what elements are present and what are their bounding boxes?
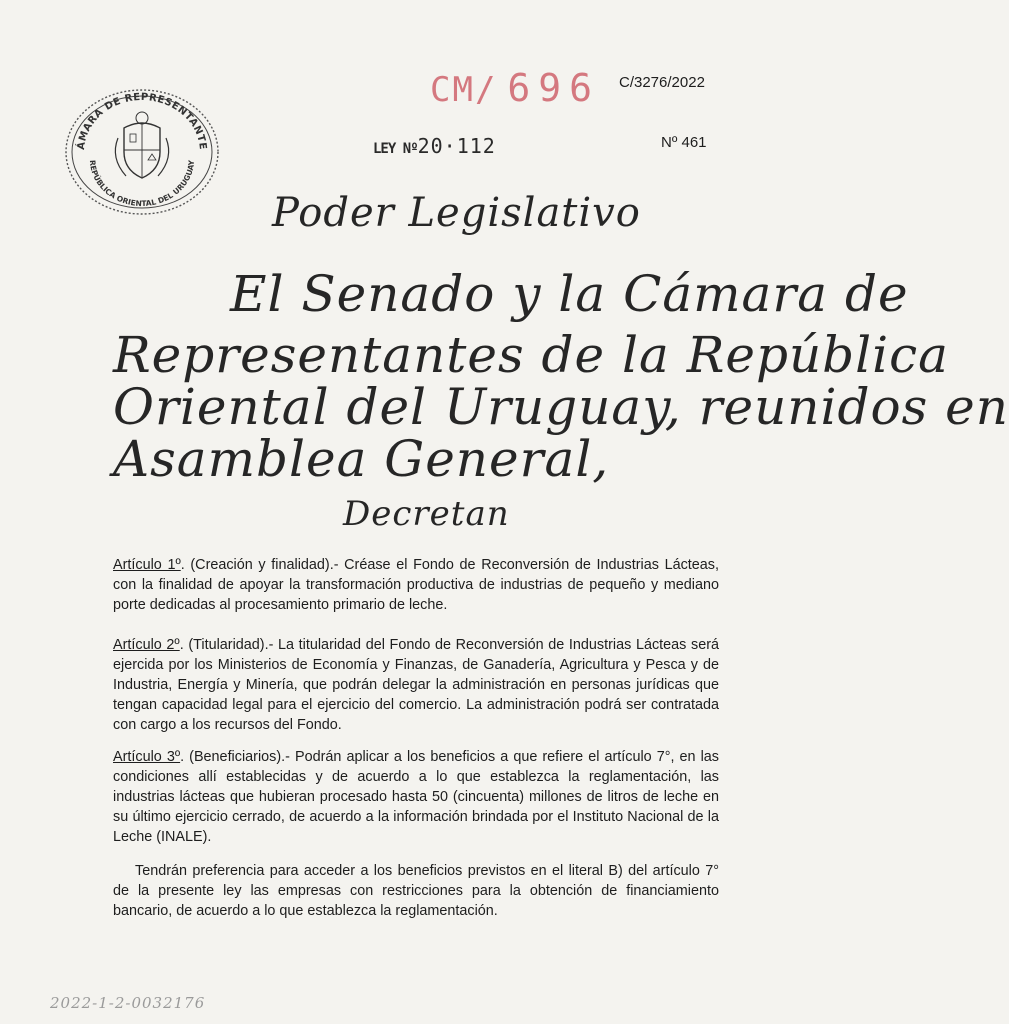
article-3 [113, 747, 719, 847]
article-3-paragraph-2-text: Tendrán preferencia para acceder a los beneficios previstos en el literal B) del artículo 7° de la presente ley las empresas con restricciones para la obtención de financiamiento bancario, de acuerdo a lo que establezca la reglamentación. [113, 863, 719, 919]
document-number: Nº 461 [661, 134, 707, 151]
seal-top-text: ÁMARA DE REPRESENTANTE [75, 91, 209, 151]
cm-stamp [430, 66, 600, 110]
law-number [373, 134, 496, 158]
handwritten-note: 2022-1-2-0032176 [50, 994, 206, 1012]
heading-line-1: Poder Legislativo [272, 190, 641, 236]
chamber-seal [62, 88, 222, 216]
heading-line-6: Decretan [343, 494, 510, 534]
article-1-body: . (Creación y finalidad).- Créase el Fondo de Reconversión de Industrias Lácteas, con la finalidad de apoyar la transformación productiva de industrias de pequeño y mediano porte dedicadas al procesamiento primario de leche. [113, 557, 719, 613]
article-2 [113, 635, 719, 735]
law-label: LEY Nº [373, 141, 418, 157]
article-2-title: Artículo 2º [113, 637, 180, 653]
cm-number: 696 [507, 66, 601, 110]
svg-text:CÁMARA DE REPRESENTANTES [62, 88, 208, 151]
heading-line-5: Asamblea General, [113, 430, 610, 488]
heading-line-4: Oriental del Uruguay, reunidos en [113, 378, 1009, 436]
heading-line-3: Representantes de la República [113, 326, 949, 384]
article-1 [113, 555, 719, 615]
article-2-body: . (Titularidad).- La titularidad del Fondo de Reconversión de Industrias Lácteas será ejercida por los Ministerios de Economía y Finanzas, de Ganadería, Agricultura y Pesca y de Industria, Energía y Minería, que podrán delegar la administración en personas jurídicas que tengan capacidad legal para el ejercicio del comercio. La administración podrá ser contratada con cargo a los recursos del Fondo. [113, 637, 720, 733]
article-1-title: Artículo 1º [113, 557, 181, 573]
article-3-paragraph-2 [113, 861, 719, 921]
heading-line-2: El Senado y la Cámara de [230, 265, 909, 323]
cm-prefix: CM/ [430, 70, 498, 110]
seal-bottom-text: REPÚBLICA ORIENTAL DEL URUGUAY [87, 159, 197, 209]
article-3-title: Artículo 3º [113, 749, 181, 765]
law-number-value: 20·112 [417, 134, 496, 158]
case-number: C/3276/2022 [619, 74, 705, 91]
coat-of-arms-icon [115, 112, 168, 178]
article-3-body: . (Beneficiarios).- Podrán aplicar a los beneficios a que refiere el artículo 7°, en las condiciones allí establecidas y de acuerdo a lo que establezca la reglamentación, las industrias lácteas que hubieran procesado hasta 50 (cincuenta) millones de litros de leche en su último ejercicio cerrado, de acuerdo a la información brindada por el Instituto Nacional de la Leche (INALE). [113, 749, 719, 845]
